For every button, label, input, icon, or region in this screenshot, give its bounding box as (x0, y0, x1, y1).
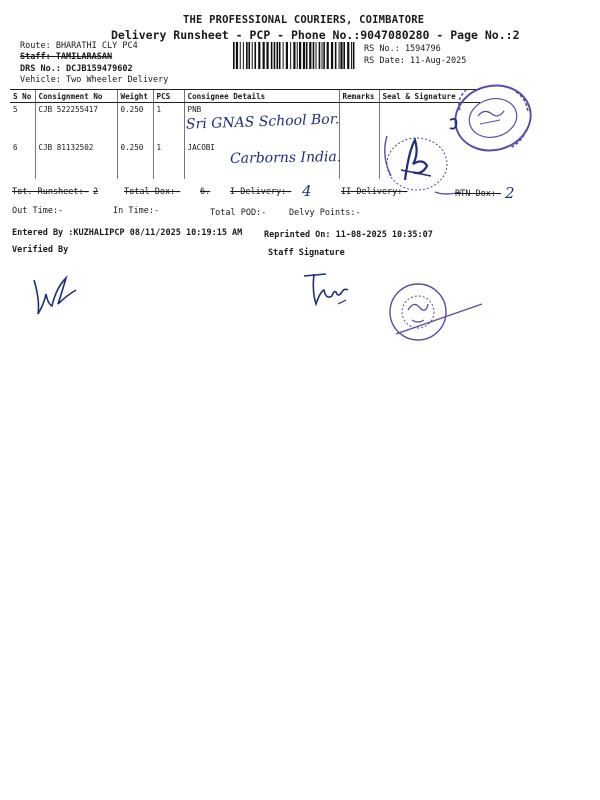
table-header-row (10, 90, 480, 103)
col-header-consignment: Consignment No (35, 90, 117, 103)
delivery-signature-stamp (375, 130, 465, 210)
barcode-bar (351, 42, 352, 69)
col-header-remarks: Remarks (339, 90, 379, 103)
rs-number: RS No.: 1594796 (364, 44, 441, 54)
entered-by: Entered By :KUZHALIPCP 08/11/2025 10:19:15 AM (12, 228, 243, 238)
staff-round-stamp (376, 278, 486, 348)
cell-remarks (339, 103, 379, 142)
col-header-seal: Seal & Signature (379, 90, 480, 103)
barcode-bar (233, 42, 235, 69)
tot-runsheet-value: 2 (93, 187, 99, 197)
barcode-bar (297, 42, 298, 69)
cell-consignment: CJB 81132502 (35, 141, 117, 179)
out-time: Out Time:- (12, 206, 64, 216)
cell-sno: 5 (13, 105, 18, 114)
barcode-bar (263, 42, 265, 69)
barcode-bar (339, 42, 340, 69)
rs-date: RS Date: 11-Aug-2025 (364, 56, 467, 66)
seal-tick-mark (446, 114, 466, 134)
total-pod: Total POD:- (210, 208, 267, 218)
barcode-bar (243, 42, 244, 69)
company-title: THE PROFESSIONAL COURIERS, COIMBATORE (183, 14, 425, 26)
in-time: In Time:- (113, 206, 160, 216)
total-dox-value: 6. (200, 187, 211, 197)
verified-by-label: Verified By (12, 245, 69, 255)
cell-consignment: CJB 522255417 (35, 103, 117, 142)
barcode-bar (323, 42, 325, 69)
barcode-bar (293, 42, 295, 69)
handwritten-consignee-1: Sri GNAS School Bor. (185, 111, 340, 133)
tot-runsheet-label: Tot. Runsheet:- (12, 187, 89, 197)
col-header-weight: Weight (117, 90, 153, 103)
barcode-bar (258, 42, 260, 69)
barcode-bar (299, 42, 301, 69)
cell-pcs: 1 (153, 141, 184, 179)
barcode (233, 42, 355, 69)
drs-number: DRS No.: DCJB159479602 (20, 64, 133, 74)
barcode-bar (277, 42, 279, 69)
barcode-bar (271, 42, 273, 69)
barcode-bar (347, 42, 349, 69)
cell-weight: 0.250 (117, 103, 153, 142)
handwritten-consignee-2: Carborns India. (229, 149, 342, 167)
rtn-dox-value: 2 (505, 184, 515, 202)
barcode-bar (236, 42, 238, 69)
barcode-bar (303, 42, 305, 69)
barcode-bar (290, 42, 291, 69)
total-dox-label: Total Dox:- (124, 187, 181, 197)
barcode-bar (283, 42, 284, 69)
cell-remarks (339, 141, 379, 179)
barcode-bar (327, 42, 329, 69)
barcode-bar (266, 42, 268, 69)
i-delivery-label: I Delivery:- (230, 187, 292, 197)
barcode-bar (335, 42, 337, 69)
cell-weight: 0.250 (117, 141, 153, 179)
route: Route: BHARATHI CLY PC4 (20, 41, 138, 51)
col-header-pcs: PCS (153, 90, 184, 103)
barcode-bar (248, 42, 250, 69)
barcode-bar (319, 42, 321, 69)
barcode-bar (274, 42, 276, 69)
barcode-bar (246, 42, 248, 69)
runsheet-title: Delivery Runsheet - PCP - Phone No.:9047080280 - Page No.:2 (111, 28, 520, 42)
cell-consignee: PNB (184, 103, 339, 142)
i-delivery-value: 4 (302, 182, 312, 200)
barcode-bar (240, 42, 241, 69)
vehicle: Vehicle: Two Wheeler Delivery (20, 75, 169, 85)
staff: Staff: TAMILARASAN (20, 52, 113, 62)
ii-delivery-label: II Delivery:- (341, 187, 408, 197)
cell-pcs: 1 (153, 103, 184, 142)
reprinted-on: Reprinted On: 11-08-2025 10:35:07 (264, 230, 433, 240)
verifier-signature (28, 270, 88, 325)
barcode-bar (286, 42, 288, 69)
col-header-consignee: Consignee Details (184, 90, 339, 103)
barcode-bar (279, 42, 281, 69)
barcode-bar (309, 42, 311, 69)
barcode-bar (322, 42, 323, 69)
barcode-bar (343, 42, 345, 69)
cell-sno: 6 (13, 143, 18, 152)
staff-signature (300, 268, 360, 313)
barcode-bar (316, 42, 317, 69)
barcode-bar (254, 42, 256, 69)
barcode-bar (353, 42, 355, 69)
barcode-bar (331, 42, 333, 69)
cell-consignee: JACOBI (184, 141, 339, 179)
delvy-points: Delvy Points:- (289, 208, 361, 218)
rtn-dox-label: RTN Dox:- (455, 189, 502, 199)
col-header-sno: S No (10, 90, 35, 103)
barcode-bar (313, 42, 315, 69)
barcode-bar (306, 42, 308, 69)
staff-signature-label: Staff Signature (268, 248, 345, 258)
barcode-bar (340, 42, 342, 69)
barcode-bar (252, 42, 253, 69)
